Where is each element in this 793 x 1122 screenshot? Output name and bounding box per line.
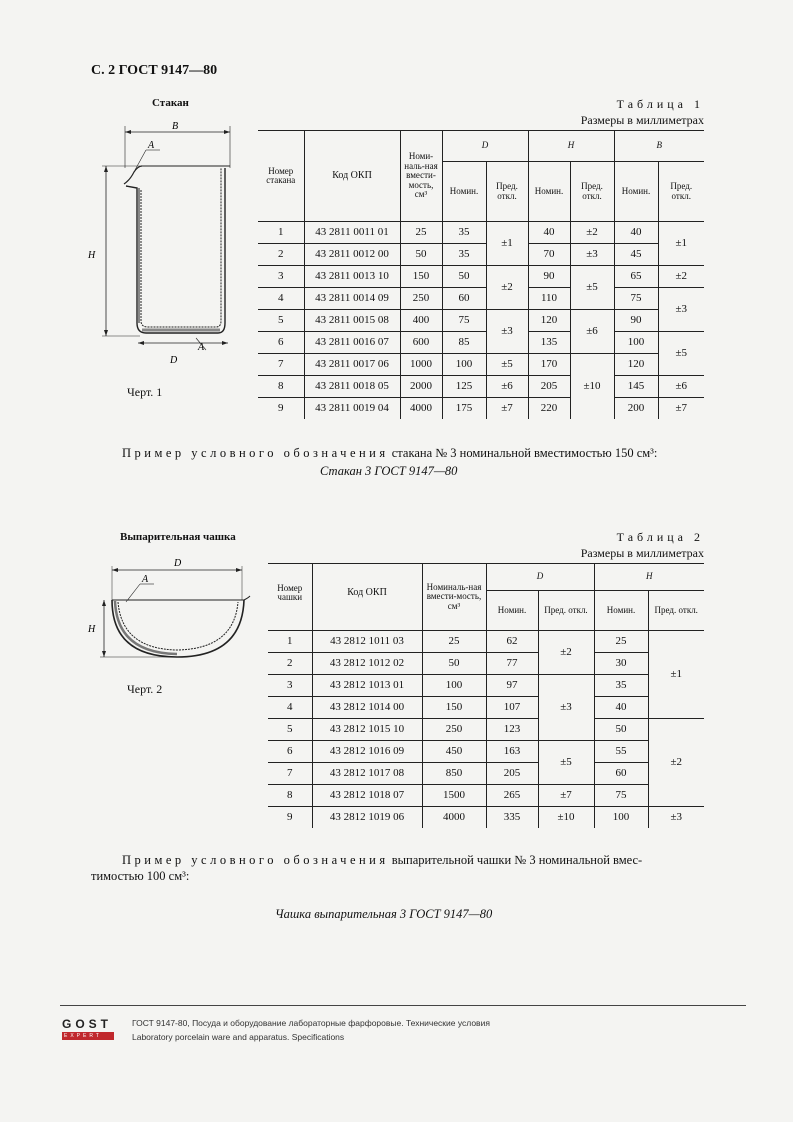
t1-header-b: B <box>614 131 704 162</box>
t2-cell-d: 163 <box>486 741 538 763</box>
table-row <box>268 697 704 719</box>
t2-cell-capacity: 450 <box>422 741 486 763</box>
t2-cell-number: 2 <box>268 653 312 675</box>
t1-cell-d: 35 <box>442 244 486 266</box>
t1-cell-code: 43 2811 0013 10 <box>304 266 400 288</box>
table-row <box>268 653 704 675</box>
t1-cell-number: 2 <box>258 244 304 266</box>
table-row <box>258 398 704 420</box>
t1-header-capacity: Номи-наль-ная вмести-мость, см³ <box>400 131 442 222</box>
logo-top-text: GOST <box>62 1017 113 1031</box>
t2-cell-capacity: 100 <box>422 675 486 697</box>
t1-cell-code: 43 2811 0011 01 <box>304 222 400 244</box>
example2-rest: выпарительной чашки № 3 номинальной вмес- <box>388 853 643 867</box>
section2-title: Выпарительная чашка <box>120 531 236 543</box>
t2-header-h-dev: Пред. откл. <box>648 591 704 631</box>
t1-header-b-dev: Пред. откл. <box>658 162 704 222</box>
footer-divider <box>60 1005 746 1006</box>
t1-header-d: D <box>442 131 528 162</box>
t1-cell-capacity: 150 <box>400 266 442 288</box>
t2-cell-capacity: 4000 <box>422 807 486 829</box>
t2-cell-code: 43 2812 1019 06 <box>312 807 422 829</box>
table-row <box>258 332 704 354</box>
t2-header-code: Код ОКП <box>312 564 422 631</box>
t2-header-d-nom: Номин. <box>486 591 538 631</box>
t1-cell-d: 125 <box>442 376 486 398</box>
t1-cell-number: 6 <box>258 332 304 354</box>
t1-cell-b-dev: ±5 <box>658 332 704 376</box>
t1-cell-d-dev: ±6 <box>486 376 528 398</box>
t1-cell-d-dev: ±7 <box>486 398 528 420</box>
table-row <box>268 719 704 741</box>
t1-cell-number: 5 <box>258 310 304 332</box>
t2-cell-code: 43 2812 1014 00 <box>312 697 422 719</box>
t1-cell-code: 43 2811 0018 05 <box>304 376 400 398</box>
t2-cell-d-dev: ±3 <box>538 675 594 741</box>
t1-cell-code: 43 2811 0017 06 <box>304 354 400 376</box>
t1-cell-h: 120 <box>528 310 570 332</box>
figure2-caption: Черт. 2 <box>127 682 163 696</box>
t2-cell-number: 3 <box>268 675 312 697</box>
t2-cell-d: 265 <box>486 785 538 807</box>
t2-cell-d: 107 <box>486 697 538 719</box>
t2-cell-code: 43 2812 1018 07 <box>312 785 422 807</box>
table1-subtitle: Размеры в миллиметрах <box>580 113 704 127</box>
table-row <box>258 222 704 244</box>
t1-cell-h-dev: ±3 <box>570 244 614 266</box>
t1-cell-h: 90 <box>528 266 570 288</box>
t2-cell-h: 30 <box>594 653 648 675</box>
page-header: С. 2 ГОСТ 9147—80 <box>91 63 218 78</box>
t1-cell-capacity: 25 <box>400 222 442 244</box>
footer-title-en: Laboratory porcelain ware and apparatus. Specifications <box>132 1032 345 1042</box>
t1-header-d-nom: Номин. <box>442 162 486 222</box>
t2-cell-code: 43 2812 1017 08 <box>312 763 422 785</box>
t2-cell-capacity: 25 <box>422 631 486 653</box>
t2-cell-code: 43 2812 1013 01 <box>312 675 422 697</box>
example2-text-line2: тимостью 100 см³: <box>91 869 190 883</box>
t2-cell-capacity: 50 <box>422 653 486 675</box>
t2-cell-h: 55 <box>594 741 648 763</box>
table1-caption: Таблица 1 <box>616 97 704 111</box>
fig2-label-h: H <box>88 624 96 635</box>
t2-cell-code: 43 2812 1016 09 <box>312 741 422 763</box>
t2-cell-code: 43 2812 1012 02 <box>312 653 422 675</box>
t1-cell-code: 43 2811 0019 04 <box>304 398 400 420</box>
t1-cell-capacity: 2000 <box>400 376 442 398</box>
t2-cell-capacity: 250 <box>422 719 486 741</box>
figure2-dish-drawing <box>82 552 252 672</box>
t2-cell-number: 1 <box>287 634 293 647</box>
t1-cell-code: 43 2811 0014 09 <box>304 288 400 310</box>
t1-header-h-nom: Номин. <box>528 162 570 222</box>
table2-subtitle: Размеры в миллиметрах <box>580 546 704 560</box>
example1-lead: Пример условного обозначения <box>122 446 389 460</box>
fig1-label-a-bottom: A <box>198 342 205 353</box>
t1-cell-h: 170 <box>528 354 570 376</box>
t1-cell-b-dev: ±3 <box>658 288 704 332</box>
t2-cell-h: 75 <box>594 785 648 807</box>
t2-cell-h: 40 <box>594 697 648 719</box>
t2-cell-h: 50 <box>594 719 648 741</box>
t2-cell-h: 25 <box>594 631 648 653</box>
t1-header-h-dev: Пред. откл. <box>570 162 614 222</box>
t1-cell-number: 9 <box>258 398 304 420</box>
t1-cell-d-dev: ±5 <box>486 354 528 376</box>
t1-cell-b-dev: ±6 <box>658 376 704 398</box>
logo-bottom-text: EXPERT <box>62 1032 114 1040</box>
t2-cell-capacity: 150 <box>422 697 486 719</box>
example1-rest: стакана № 3 номинальной вместимостью 150 см³: <box>388 446 658 460</box>
t2-cell-d: 335 <box>486 807 538 829</box>
t1-cell-number: 8 <box>258 376 304 398</box>
t1-cell-d: 100 <box>442 354 486 376</box>
t2-cell-h-dev: ±1 <box>648 631 704 719</box>
gost-logo <box>62 1017 114 1040</box>
t1-cell-capacity: 400 <box>400 310 442 332</box>
t1-cell-h: 135 <box>528 332 570 354</box>
t1-cell-code: 43 2811 0016 07 <box>304 332 400 354</box>
table-row <box>268 631 704 653</box>
t2-cell-h: 100 <box>594 807 648 829</box>
fig2-label-a: A <box>142 574 149 585</box>
t2-header-h-nom: Номин. <box>594 591 648 631</box>
t2-cell-d: 97 <box>486 675 538 697</box>
example1-text <box>122 446 722 461</box>
table-row <box>268 741 704 763</box>
t1-cell-b: 200 <box>614 398 658 420</box>
t1-cell-number: 3 <box>258 266 304 288</box>
t2-header-number: Номер чашки <box>268 564 312 631</box>
table2 <box>268 563 704 828</box>
t2-cell-number: 4 <box>268 697 312 719</box>
t2-cell-d: 123 <box>486 719 538 741</box>
figure1-caption: Черт. 1 <box>127 385 163 399</box>
t1-cell-d: 175 <box>442 398 486 420</box>
t2-cell-code: 43 2812 1011 03 <box>312 631 422 653</box>
t1-header-b-nom: Номин. <box>614 162 658 222</box>
t2-cell-number: 5 <box>268 719 312 741</box>
t1-cell-h-dev: ±6 <box>570 310 614 354</box>
example2-lead: Пример условного обозначения <box>122 853 389 867</box>
t2-cell-h: 60 <box>594 763 648 785</box>
t1-cell-d: 50 <box>442 266 486 288</box>
t1-cell-b: 45 <box>614 244 658 266</box>
t2-cell-number: 8 <box>268 785 312 807</box>
t1-cell-b: 120 <box>614 354 658 376</box>
t2-cell-d-dev: ±2 <box>538 631 594 675</box>
t2-cell-capacity: 850 <box>422 763 486 785</box>
t1-cell-h: 205 <box>528 376 570 398</box>
t1-cell-b: 75 <box>614 288 658 310</box>
t1-cell-b: 100 <box>614 332 658 354</box>
t1-cell-d-dev: ±1 <box>486 222 528 266</box>
example1-designation: Стакан 3 ГОСТ 9147—80 <box>320 464 458 478</box>
fig1-label-d: D <box>170 355 178 366</box>
table-row <box>258 354 704 376</box>
t1-cell-h-dev: ±10 <box>570 354 614 420</box>
t1-cell-h: 40 <box>528 222 570 244</box>
example2-designation: Чашка выпарительная 3 ГОСТ 9147—80 <box>275 907 493 921</box>
fig1-label-b: B <box>172 121 179 132</box>
fig1-label-a-top: A <box>148 140 155 151</box>
footer-title-ru: ГОСТ 9147-80, Посуда и оборудование лабораторные фарфоровые. Технические условия <box>132 1018 490 1028</box>
t1-cell-code: 43 2811 0015 08 <box>304 310 400 332</box>
t2-header-d-dev: Пред. откл. <box>538 591 594 631</box>
table-row <box>268 763 704 785</box>
t1-cell-code: 43 2811 0012 00 <box>304 244 400 266</box>
table-row <box>258 376 704 398</box>
t1-cell-capacity: 4000 <box>400 398 442 420</box>
t2-cell-code: 43 2812 1015 10 <box>312 719 422 741</box>
t2-header-d: D <box>486 564 594 591</box>
t1-cell-capacity: 50 <box>400 244 442 266</box>
t1-cell-d-dev: ±3 <box>486 310 528 354</box>
t2-cell-capacity: 1500 <box>422 785 486 807</box>
t1-cell-number: 1 <box>278 225 284 238</box>
table-row <box>258 310 704 332</box>
t2-cell-d: 62 <box>486 631 538 653</box>
t2-cell-number: 6 <box>268 741 312 763</box>
t2-cell-number: 9 <box>268 807 312 829</box>
t1-header-number: Номер стакана <box>258 131 304 222</box>
t1-cell-h-dev: ±5 <box>570 266 614 310</box>
table1 <box>258 130 704 419</box>
t1-cell-d: 60 <box>442 288 486 310</box>
t1-cell-d: 35 <box>442 222 486 244</box>
t2-cell-h-dev: ±2 <box>648 719 704 807</box>
fig2-label-d: D <box>174 558 182 569</box>
t2-cell-d-dev: ±5 <box>538 741 594 785</box>
t1-cell-b-dev: ±7 <box>658 398 704 420</box>
t2-cell-d-dev: ±7 <box>538 785 594 807</box>
t1-cell-h-dev: ±2 <box>570 222 614 244</box>
fig1-label-h: H <box>88 250 96 261</box>
t1-cell-capacity: 600 <box>400 332 442 354</box>
example2-text <box>122 853 722 868</box>
t2-cell-d-dev: ±10 <box>538 807 594 829</box>
t2-cell-h: 35 <box>594 675 648 697</box>
t2-cell-d: 205 <box>486 763 538 785</box>
table-row <box>268 675 704 697</box>
t1-cell-number: 7 <box>258 354 304 376</box>
t1-header-d-dev: Пред. откл. <box>486 162 528 222</box>
t1-cell-h: 70 <box>528 244 570 266</box>
t1-cell-b: 90 <box>614 310 658 332</box>
t1-cell-b-dev: ±2 <box>658 266 704 288</box>
t1-cell-h: 220 <box>528 398 570 420</box>
t1-cell-b-dev: ±1 <box>658 222 704 266</box>
t1-cell-b: 145 <box>614 376 658 398</box>
t1-cell-d-dev: ±2 <box>486 266 528 310</box>
t1-cell-capacity: 1000 <box>400 354 442 376</box>
t1-cell-b: 65 <box>614 266 658 288</box>
t2-cell-h-dev: ±3 <box>648 807 704 829</box>
t2-cell-number: 7 <box>268 763 312 785</box>
section1-title: Стакан <box>152 97 189 109</box>
table2-caption: Таблица 2 <box>616 530 704 544</box>
t1-header-h: H <box>528 131 614 162</box>
t2-header-h: H <box>594 564 704 591</box>
t1-cell-capacity: 250 <box>400 288 442 310</box>
table-row <box>258 266 704 288</box>
t1-cell-b: 40 <box>614 222 658 244</box>
t1-header-code: Код ОКП <box>304 131 400 222</box>
t2-header-capacity: Номиналь-ная вмести-мость, см³ <box>422 564 486 631</box>
t1-cell-d: 85 <box>442 332 486 354</box>
table-row <box>268 807 704 829</box>
figure1-beaker-drawing <box>80 118 240 378</box>
t2-cell-d: 77 <box>486 653 538 675</box>
t1-cell-d: 75 <box>442 310 486 332</box>
table-row <box>258 244 704 266</box>
t1-cell-h: 110 <box>528 288 570 310</box>
table-row <box>258 288 704 310</box>
t1-cell-number: 4 <box>258 288 304 310</box>
table-row <box>268 785 704 807</box>
